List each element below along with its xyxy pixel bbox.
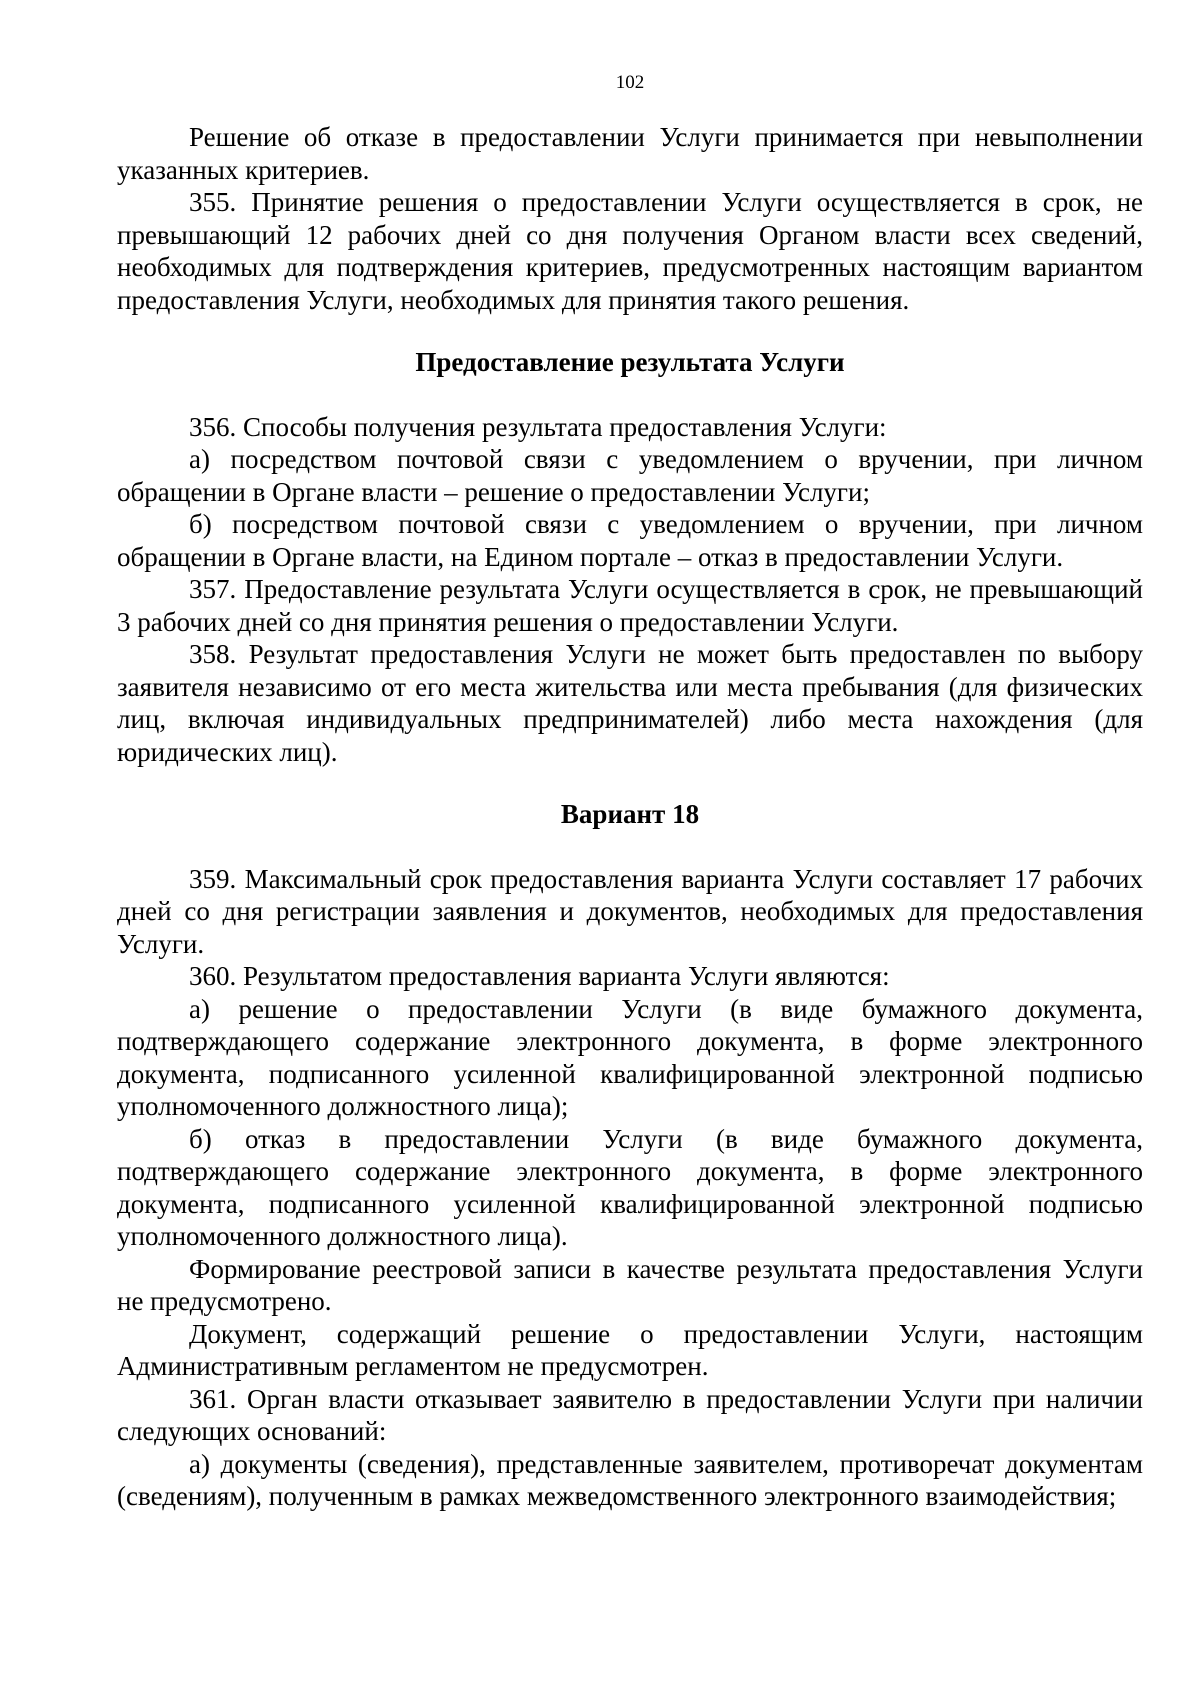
paragraph-361: 361. Орган власти отказывает заявителю в предоставлении Услуги при наличии следующих оснований:: [117, 1383, 1143, 1446]
document-page: [117, 0, 1143, 1697]
paragraph-358: 358. Результат предоставления Услуги не может быть предоставлен по выбору заявителя независимо от его места жительства или места пребывания (для физических лиц, включая индивидуальных предпринимателей) либо места нахождения (для юридических лиц).: [117, 639, 1143, 767]
paragraph-355: 355. Принятие решения о предоставлении Услуги осуществляется в срок, не превышающий 12 рабочих дней со дня получения Органом власти всех сведений, необходимых для подтверждения критериев, предусмотренных настоящим вариантом предоставления Услуги, необходимых для принятия такого решения.: [117, 187, 1143, 315]
paragraph-decision-document: Документ, содержащий решение о предоставлении Услуги, настоящим Административным регламентом не предусмотрен.: [117, 1318, 1143, 1381]
paragraph-registry-record: Формирование реестровой записи в качестве результата предоставления Услуги не предусмотрено.: [117, 1253, 1143, 1316]
section-heading-result: Предоставление результата Услуги: [415, 347, 845, 377]
paragraph-360: 360. Результатом предоставления варианта Услуги являются:: [189, 961, 890, 991]
section-heading-variant: Вариант 18: [560, 799, 700, 829]
paragraph-356: 356. Способы получения результата предоставления Услуги:: [189, 411, 887, 442]
paragraph-361-a: а) документы (сведения), представленные заявителем, противоречат документам (сведениям), полученным в рамках межведомственного электронного взаимодействия;: [117, 1448, 1143, 1511]
paragraph-356-b: б) посредством почтовой связи с уведомлением о вручении, при личном обращении в Органе власти, на Едином портале – отказ в предоставлении Услуги.: [117, 509, 1143, 572]
paragraph-359: 359. Максимальный срок предоставления варианта Услуги составляет 17 рабочих дней со дня регистрации заявления и документов, необходимых для предоставления Услуги.: [117, 863, 1143, 959]
paragraph-360-b: б) отказ в предоставлении Услуги (в виде бумажного документа, подтверждающего содержание электронного документа, в форме электронного документа, подписанного усиленной квалифицированной электронной подписью уполномоченного должностного лица).: [117, 1123, 1143, 1251]
paragraph-357: 357. Предоставление результата Услуги осуществляется в срок, не превышающий 3 рабочих дней со дня принятия решения о предоставлении Услуги.: [117, 574, 1143, 637]
paragraph-360-a: а) решение о предоставлении Услуги (в виде бумажного документа, подтверждающего содержание электронного документа, в форме электронного документа, подписанного усиленной квалифицированной электронной подписью уполномоченного должностного лица);: [117, 993, 1143, 1121]
page-number: 102: [615, 72, 645, 93]
paragraph-refusal-criteria: Решение об отказе в предоставлении Услуги принимается при невыполнении указанных критериев.: [117, 122, 1143, 185]
paragraph-356-a: а) посредством почтовой связи с уведомлением о вручении, при личном обращении в Органе власти – решение о предоставлении Услуги;: [117, 444, 1143, 507]
document-body: [117, 121, 1143, 1513]
